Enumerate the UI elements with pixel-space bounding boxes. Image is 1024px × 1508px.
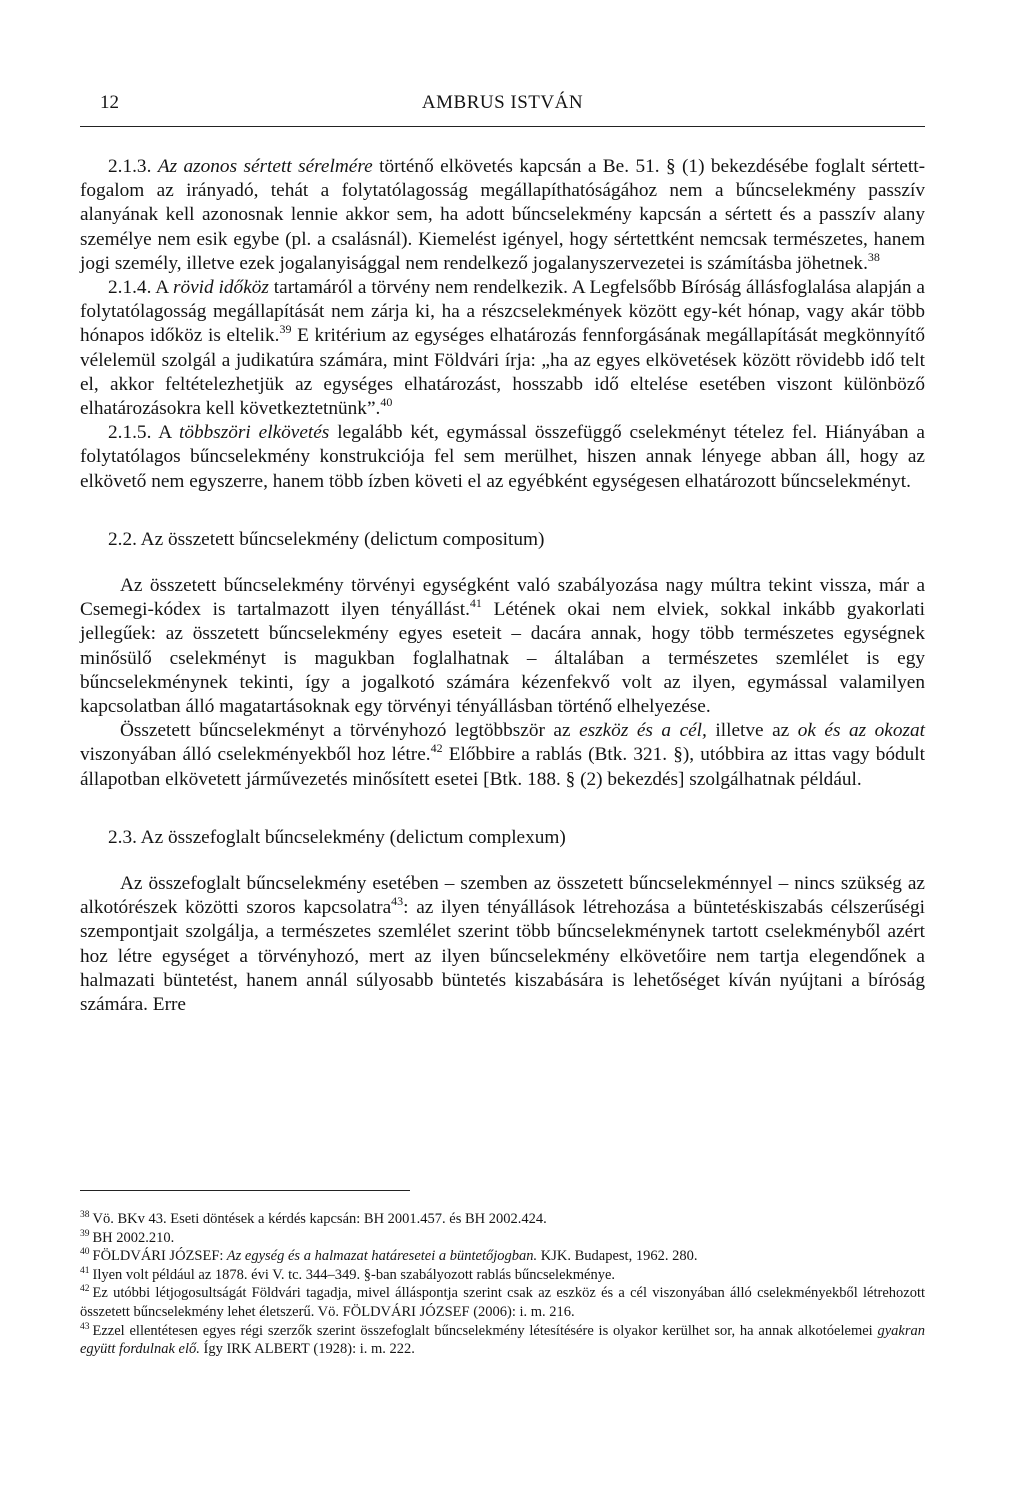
footnote-42 [80, 1284, 925, 1321]
footnote-ref-41[interactable]: 41 [469, 596, 482, 611]
running-header [80, 92, 925, 116]
paragraph-text: Létének okai nem elviek, sokkal inkább gyakorlati jellegűek: az összetett bűncselekmény egyes eseteit – dacára annak, hogy több természetes egységnek minősülő cselekményt is magukban foglalhatnak – általában a természetes szemlélet is egy bűncselekménynek tekinti, így a jogalkotó számára kézenfekvő volt az ilyen, egymással valamilyen kapcsolatban álló magatartásoknak egy törvényi tényállásban történő elhelyezése. [80, 599, 925, 718]
page-number: 12 [100, 92, 119, 113]
section-number: 2.1.5. [108, 422, 152, 444]
italic-term: eszköz és a cél, [579, 720, 707, 742]
footnote-rule [80, 1190, 410, 1191]
footnote-number: 39 [80, 1228, 90, 1239]
paragraph-text: történő elkövetés kapcsán a Be. 51. § (1) bekezdésébe foglalt sértett-fogalom az irányadó, tehát a folytatólagosság megállapíthatóságához nem a bűncselekmény passzív alanyának kell azonosnak lennie akkor sem, ha adott bűncselekmény kapcsán a sértett és a passzív alany személye nem esik egybe (pl. a csalásnál). Kiemelést igényel, hogy sértettként nemcsak természetes, hanem jogi személy, illetve ezek jogalanyisággal nem rendelkező jogalanyszervezetei is számításba jöhetnek. [80, 156, 925, 274]
footnote-text: KJK. Budapest, 1962. 280. [537, 1248, 698, 1265]
footnote-38 [80, 1210, 925, 1229]
footnote-ref-42[interactable]: 42 [430, 741, 443, 756]
paragraph-text: Összetett bűncselekményt a törvényhozó legtöbbször az [120, 720, 580, 742]
paragraph-text: legalább két, egymással összefüggő cselekményt tételez fel. Hiányában a folytatólagos bűncselekmény konstrukciója fel sem merülhet, hiszen annak lényege abban áll, hogy az elkövető nem egyszerre, hanem több ízben követi el az egyébként egységesen elhatározott bűncselekményt. [80, 422, 925, 492]
footnote-ref-40[interactable]: 40 [380, 395, 393, 410]
paragraph-text: illetve az [706, 720, 798, 742]
footnote-number: 43 [80, 1321, 90, 1332]
paragraph-2-2-b [80, 719, 925, 792]
footnotes [80, 1210, 925, 1359]
paragraph-text: tartamáról a törvény nem rendelkezik. A Legfelsőbb Bíróság állásfoglalása alapján a folytatólagosság megállapítását nem zárja ki, ha a részcselekmények között egy-két hónap, vagy akár több hónapos időköz is eltelik. [80, 277, 925, 347]
document-page [80, 0, 925, 1508]
paragraph-text: Az összetett bűncselekmény törvényi egységként való szabályozása nagy múltra tekint vissza, már a Csemegi-kódex is tartalmazott ilyen tényállást. [80, 575, 925, 621]
footnote-text: Ez utóbbi létjogosultságát Földvári tagadja, mivel álláspontja szerint csak az eszköz és a cél viszonyában álló cselekményekből létrehozott összetett bűncselekmény lehet életszerű. Vö. [80, 1285, 925, 1320]
footnote-author: FÖLDVÁRI JÓZSEF [342, 1303, 470, 1320]
paragraph-2-2-a [80, 574, 925, 719]
footnote-41 [80, 1266, 925, 1285]
section-number: 2.1.4. [108, 277, 152, 299]
footnote-title: Az egység és a halmazat határesetei a büntetőjogban. [223, 1248, 538, 1265]
footnote-text: Vö. BKv 43. Eseti döntések a kérdés kapcsán: BH 2001.457. és BH 2002.424. [92, 1211, 547, 1227]
paragraph-text: : az ilyen tényállások létrehozása a büntetéskiszabás célszerűségi szempontjait szolgálja, a természetes szemlélet szerint több bűncselekménynek tartott cselekményből azért hoz létre egységet a törvényhozó, mert az ilyen bűncselekmény elkövetőire nem tartja elegendőnek a halmazati büntetést, hanem annál súlyosabb büntetés kiszabására is lehetőséget kíván nyújtani a bíróság számára. Erre [80, 897, 925, 1016]
paragraph-text: viszonyában álló cselekményekből hoz létre. [80, 744, 431, 766]
footnote-ref-39[interactable]: 39 [279, 322, 292, 337]
footnote-author: FÖLDVÁRI JÓZSEF: [92, 1248, 224, 1265]
header-rule [80, 126, 925, 127]
paragraph-text: A [158, 422, 179, 444]
footnote-number: 42 [80, 1284, 90, 1295]
running-header-author: AMBRUS ISTVÁN [421, 92, 584, 113]
section-number: 2.1.3. [108, 156, 152, 177]
section-heading-2-3: 2.3. Az összefoglalt bűncselekmény (delictum complexum) [108, 826, 566, 848]
footnote-number: 41 [80, 1265, 90, 1276]
footnote-ref-38[interactable]: 38 [867, 249, 880, 264]
footnote-text: Ezzel ellentétesen egyes régi szerzők szerint összefoglalt bűncselekmény létesítésére is olyakor kerülhet sor, ha annak alkotóelemei [92, 1322, 878, 1339]
italic-term: ok és az okozat [797, 720, 925, 742]
italic-term: rövid időköz [172, 277, 269, 299]
footnote-text: (2006): i. m. 216. [469, 1303, 575, 1320]
footnote-text: BH 2002.210. [92, 1229, 175, 1246]
paragraph-2-1-5 [80, 421, 925, 494]
paragraph-text: E kritérium az egységes elhatározás fennforgásának megállapítását megkönnyítő vélelemül szolgál a judikatúra számára, mint Földvári írja: „ha az egyes elkövetések között rövidebb idő telt el, akkor feltételezhetjük az egységes elhatározást, hosszabb idő eltelése esetében viszont különböző elhatározásokra kell következtetnünk”. [80, 325, 925, 420]
footnote-ref-43[interactable]: 43 [391, 894, 404, 909]
footnote-text: Így [199, 1341, 227, 1358]
footnote-text: (1928): i. m. 222. [309, 1341, 415, 1358]
main-text [80, 155, 925, 1017]
footnote-text: Ilyen volt például az 1878. évi V. tc. 344–349. §-ban szabályozott rablás bűncselekménye. [92, 1266, 616, 1283]
italic-term: Az azonos sértett sérelmére [157, 156, 373, 177]
footnote-40 [80, 1247, 925, 1266]
footnote-italic: gyakran együtt fordulnak elő. [80, 1322, 925, 1358]
section-heading-2-2: 2.2. Az összetett bűncselekmény (delictum compositum) [108, 528, 545, 550]
italic-term: többszöri elkövetés [178, 422, 330, 444]
footnote-number: 40 [80, 1247, 90, 1258]
paragraph-2-1-4 [80, 276, 925, 421]
paragraph-2-3 [80, 872, 925, 1017]
footnote-39 [80, 1229, 925, 1248]
paragraph-text: Előbbire a rablás (Btk. 321. §), utóbbira az ittas vagy bódult állapotban elkövetett járművezetés minősített esetei [Btk. 188. § (2) bekezdés] szolgálhatnak például. [80, 744, 925, 790]
footnote-43 [80, 1322, 925, 1359]
paragraph-2-1-3 [80, 155, 925, 276]
paragraph-text: Az összefoglalt bűncselekmény esetében – szemben az összetett bűncselekménnyel – nincs szükség az alkotórészek közötti szoros kapcsolatra [80, 873, 925, 919]
paragraph-text: A [155, 277, 173, 299]
footnote-number: 38 [80, 1210, 90, 1220]
footnote-author: IRK ALBERT [226, 1341, 310, 1358]
